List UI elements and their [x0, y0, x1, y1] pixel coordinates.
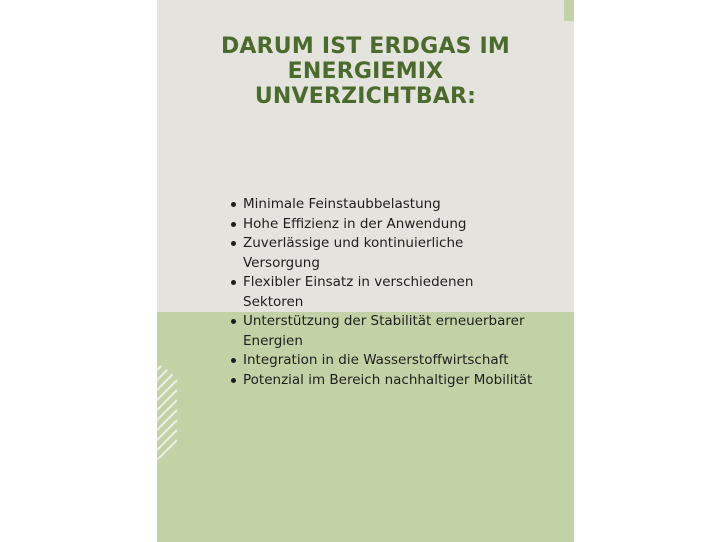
corner-accent: [564, 0, 574, 21]
benefits-list: [243, 195, 533, 390]
list-item: Hohe Effizienz in der Anwendung: [243, 215, 533, 235]
list-item: Zuverlässige und kontinuierliche Versorgung: [243, 234, 533, 273]
list-item: Minimale Feinstaubbelastung: [243, 195, 533, 215]
page-title: [157, 34, 574, 109]
list-item: Flexibler Einsatz in verschiedenen Sektoren: [243, 273, 533, 312]
title-line: ENERGIEMIX: [287, 59, 444, 84]
flyer-page: [157, 0, 574, 542]
title-line: DARUM IST ERDGAS IM: [220, 34, 511, 59]
diagonal-hatch-icon: [157, 360, 187, 464]
list-item: Integration in die Wasserstoffwirtschaft: [243, 351, 533, 371]
title-line: UNVERZICHTBAR:: [254, 84, 477, 109]
list-item: Unterstützung der Stabilität erneuerbarer Energien: [243, 312, 533, 351]
list-item: Potenzial im Bereich nachhaltiger Mobilität: [243, 371, 533, 391]
